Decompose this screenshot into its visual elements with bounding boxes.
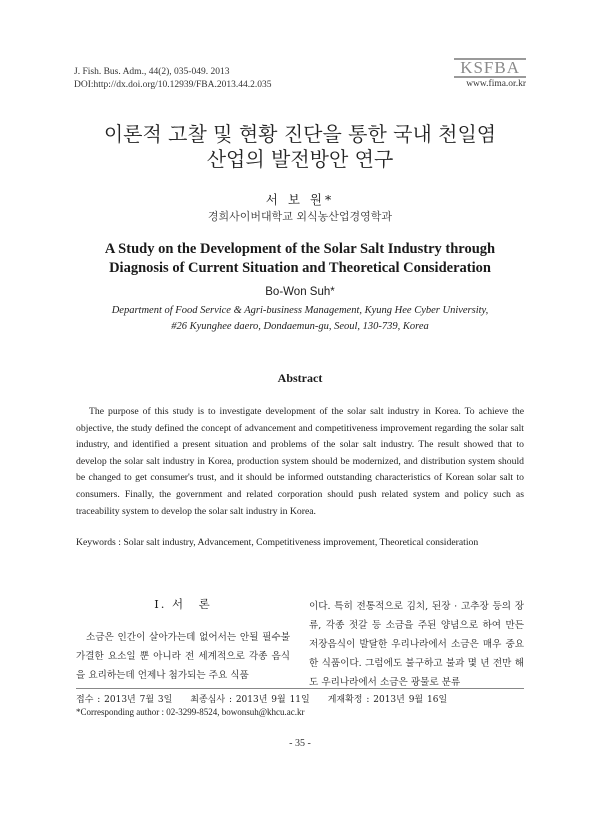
abstract-text: The purpose of this study is to investigate development of the solar salt industry in Korea. To achieve the objective, the study defined the concept of advancement and competitiveness improvement regarding the solar salt industry, and identified a present situation and problems of the solar salt industry. The result showed that to develop the solar salt industry in Korea, production system should be modernized, and distribution system should be changed to get consumer's trust, and it should be informed outstanding characteristics of Korean solar salt to consumers. Finally, the government and related corporation should push related system and policy such as traceability system to develop the solar salt industry in Korea. bbox=[76, 406, 524, 517]
english-author: Bo-Won Suh* bbox=[265, 286, 335, 298]
website-link[interactable]: www.fima.or.kr bbox=[466, 79, 526, 89]
submission-dates: 접수 : 2013년 7월 3일 최종심사 : 2013년 9월 11일 게재확정 : 2013년 9월 16일 bbox=[76, 695, 448, 705]
korean-title bbox=[0, 122, 600, 172]
doi-link[interactable]: DOI:http://dx.doi.org/10.12939/FBA.2013.44.2.035 bbox=[74, 80, 272, 90]
page-number: - 35 - bbox=[289, 738, 311, 749]
ksfba-logo: KSFBA bbox=[454, 58, 526, 78]
section-heading-introduction: Ⅰ. 서 론 bbox=[154, 597, 212, 611]
footnote-divider bbox=[76, 688, 524, 689]
korean-title-line2: 산업의 발전방안 연구 bbox=[206, 147, 394, 171]
english-title-line2: Diagnosis of Current Situation and Theoretical Consideration bbox=[109, 260, 491, 276]
english-title bbox=[0, 240, 600, 278]
corresponding-author-note: *Corresponding author : 02-3299-8524, bowonsuh@khcu.ac.kr bbox=[76, 707, 305, 717]
abstract-heading: Abstract bbox=[277, 371, 323, 385]
journal-info: J. Fish. Bus. Adm., 44(2), 035-049. 2013 bbox=[74, 67, 230, 77]
keywords: Keywords : Solar salt industry, Advancement, Competitiveness improvement, Theoretical consideration bbox=[76, 537, 479, 548]
english-affiliation-line1: Department of Food Service & Agri-business Management, Kyung Hee Cyber University, bbox=[111, 305, 489, 316]
korean-title-line1: 이론적 고찰 및 현황 진단을 통한 국내 천일염 bbox=[103, 122, 497, 146]
body-column-right: 이다. 특히 전통적으로 김치, 된장 · 고추장 등의 장류, 각종 젓갈 등 소금을 주된 양념으로 하여 만든 저장음식이 발달한 우리나라에서 소금은 매우 중요한 식품이다. 그럼에도 불구하고 불과 몇 년 전만 해도 우리나라에서 소금은 광물로 분류 bbox=[309, 601, 524, 688]
body-column-left: 소금은 인간이 살아가는데 없어서는 안될 필수불가결한 요소일 뿐 아니라 전 세계적으로 각종 음식을 요리하는데 언제나 첨가되는 주요 식품 bbox=[76, 632, 290, 681]
journal-citation bbox=[74, 66, 272, 92]
publisher-logo-block bbox=[454, 58, 526, 89]
english-affiliation bbox=[0, 303, 600, 335]
korean-author: 서 보 원* bbox=[265, 192, 335, 207]
english-affiliation-line2: #26 Kyunghee daero, Dondaemun-gu, Seoul, 130-739, Korea bbox=[171, 321, 429, 332]
english-title-line1: A Study on the Development of the Solar Salt Industry through bbox=[104, 241, 496, 257]
korean-affiliation: 경희사이버대학교 외식농산업경영학과 bbox=[207, 210, 393, 223]
